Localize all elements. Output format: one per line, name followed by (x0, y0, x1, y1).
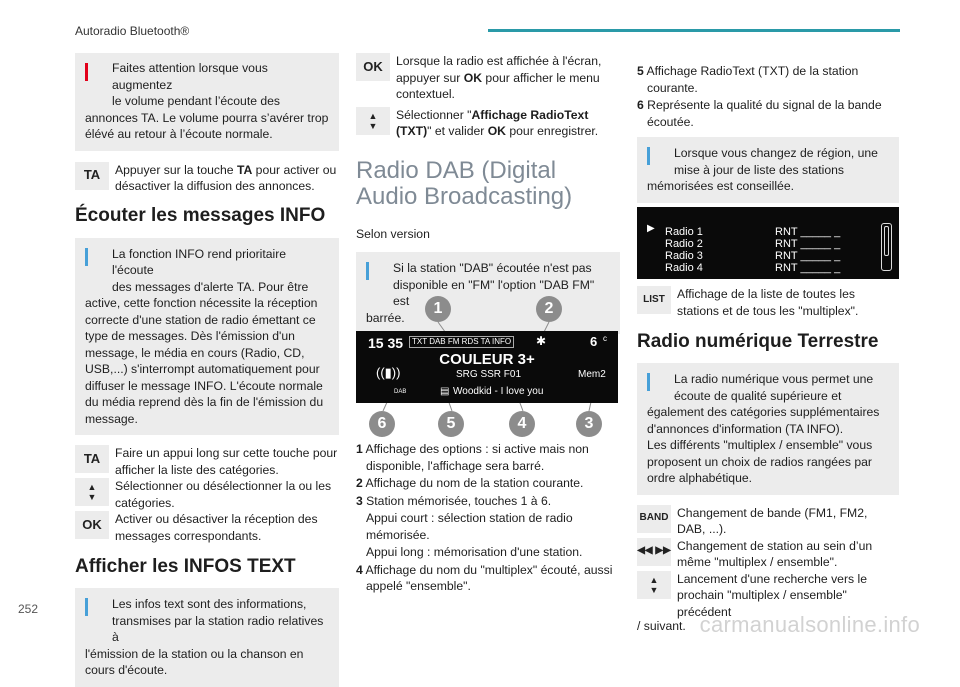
select-radiotext-text: Sélectionner " (396, 107, 472, 122)
column-right-lower (637, 286, 899, 635)
legend-item-text: Affichage des options : si active mais non disponible, l'affichage sera barré. (365, 442, 589, 473)
warning-text-line2: le volume pendant l’écoute des (112, 94, 281, 108)
rnt-rest: également des catégories supplémentaires d'annonces d'information (TA INFO). (647, 405, 880, 436)
ta-long-press-text: Faire un appui long sur cette touche pour afficher la liste des catégories. (115, 446, 338, 477)
ta-key-icon: TA (75, 445, 109, 473)
selection-pointer-icon: ▶ (647, 223, 655, 234)
selon-version-text: Selon version (356, 226, 430, 241)
legend-item (637, 97, 899, 130)
callout-6: 6 (369, 411, 395, 437)
ok-context-menu-row (356, 53, 620, 103)
warning-icon (85, 63, 88, 81)
info-text-rest: active, cette fonction nécessite la réception correcte d'une station de radio émettant ce type de messages. Dès l'émission d'un message, le média en cours (Radio, CD, USB,...) s'interrompt automatiquement pour diffuser le message INFO. L'écoute normale du média reprend dès la fin de l'émission du message. (85, 296, 324, 426)
ta-row-text: Appuyer sur la touche (115, 162, 237, 177)
rnt-info-box (637, 363, 899, 495)
rnt-rest2: Les différents "multiplex / ensemble" vous proposent un choix de radios rangées par ordre alphabétique. (647, 438, 873, 485)
station-name: Radio 3 (665, 250, 703, 262)
up-down-arrows-icon: ▲ ▼ (637, 571, 671, 599)
heading-radio-dab: Radio DAB (Digital Audio Broadcasting) (356, 156, 573, 210)
station-rnt: RNT _____ _ (775, 250, 841, 262)
select-radiotext-text-end: pour enregistrer. (505, 124, 599, 138)
region-line2: mise à jour de liste des stations (674, 162, 845, 177)
station-name: Radio 2 (665, 238, 703, 250)
legend-item (356, 544, 620, 561)
column-right (637, 137, 899, 203)
legend-item (356, 441, 620, 474)
ok-ref: OK (487, 124, 506, 138)
rnt-line1: La radio numérique vous permet une (674, 372, 874, 386)
info-icon (85, 598, 88, 616)
legend-item-text: Affichage du nom de la station courante. (365, 476, 584, 490)
list-key-text: Affichage de la liste de toutes les stations et de tous les "multiplex". (677, 287, 859, 318)
legend-item-number: 6 (637, 98, 644, 112)
band-key-row (637, 505, 899, 538)
heading-infos-text: Afficher les INFOS TEXT (75, 556, 296, 577)
ok-activate-row (75, 511, 339, 544)
seek-key-row (637, 538, 899, 571)
ta-row-text-end: pour activer ou désactiver la diffusion des annonces. (115, 162, 337, 193)
column-middle (356, 53, 620, 334)
band-key-text: Changement de bande (FM1, FM2, DAB, ...). (677, 505, 868, 536)
bluetooth-icon: ✱ (536, 334, 547, 348)
legend-item (356, 475, 620, 492)
scrollbar-thumb[interactable] (884, 226, 889, 256)
station-list-display (637, 207, 899, 279)
station-rnt: RNT _____ _ (775, 226, 841, 238)
callout-4: 4 (509, 411, 535, 437)
running-header-title: Autoradio Bluetooth® (75, 24, 190, 38)
display-radiotext: Woodkid - I love you (453, 386, 544, 397)
heading-radio-numerique: Radio numérique Terrestre (637, 331, 879, 352)
rnt-line2: écoute de qualité supérieure et (674, 388, 842, 403)
ta-key-row (75, 162, 339, 195)
warning-text-line1: Faites attention lorsque vous augmentez (112, 61, 268, 92)
display-mem: Mem2 (578, 369, 606, 380)
info-icon (85, 248, 88, 266)
ok-context-text: Lorsque la radio est affichée à l'écran, appuyer sur (396, 54, 602, 85)
callout-5: 5 (438, 411, 464, 437)
callout-1: 1 (425, 296, 451, 322)
display-options: TXT DAB FM RDS TA INFO (409, 336, 514, 348)
station-rnt: RNT _____ _ (775, 262, 841, 274)
display-preset: 6 (590, 334, 598, 349)
select-radiotext-text-mid: " et valider (427, 124, 488, 138)
legend-list-middle (356, 441, 620, 596)
station-rnt: RNT _____ _ (775, 238, 841, 250)
list-key-icon: LIST (637, 286, 671, 314)
legend-item-number: 4 (356, 562, 363, 577)
infos-text-line2: transmises par la station radio relatives à (112, 613, 324, 644)
ta-key-icon: TA (75, 162, 109, 190)
station-name: Radio 1 (665, 226, 703, 238)
legend-item-number: 5 (637, 64, 644, 78)
scrollbar[interactable] (881, 223, 892, 271)
warning-box (75, 53, 339, 151)
list-key-row (637, 286, 899, 319)
up-down-arrows-icon: ▲ ▼ (356, 107, 390, 135)
up-down-arrows-icon: ▲ ▼ (75, 478, 109, 506)
legend-item (356, 562, 620, 595)
info-text-line2: des messages d'alerte TA. Pour être (112, 279, 309, 294)
info-icon (647, 147, 650, 165)
region-rest: mémorisées est conseillée. (647, 179, 794, 193)
radiotext-option: Affichage RadioText (TXT) (396, 107, 589, 138)
search-key-text-end: / suivant. (637, 619, 686, 633)
dab-antenna-icon: ((▮)) (376, 365, 401, 380)
callout-3: 3 (576, 411, 602, 437)
legend-item-number: 1 (356, 442, 363, 456)
legend-item-number: 2 (356, 476, 363, 490)
warning-text-rest: annonces TA. Le volume pourra s’avérer trop élévé au retour à l’écoute normale. (85, 110, 329, 141)
legend-item-text: Station mémorisée, touches 1 à 6. (366, 493, 552, 508)
band-key-icon: BAND (637, 505, 671, 533)
display-time: 15 35 (368, 335, 404, 351)
dab-radio-display (356, 331, 618, 403)
ok-key-icon: OK (356, 53, 390, 81)
region-line1: Lorsque vous changez de région, une (674, 146, 878, 160)
info-box (75, 238, 339, 436)
info-text-line1: La fonction INFO rend prioritaire l'écoute (112, 246, 287, 277)
signal-quality: c (603, 334, 607, 343)
legend-item (356, 510, 620, 543)
ok-activate-text: Activer ou désactiver la réception des messages correspondants. (115, 512, 318, 543)
text-icon: ▤ (440, 386, 450, 397)
watermark: carmanualsonline.info (699, 612, 920, 637)
seek-key-text: Changement de station au sein d’un même "multiplex / ensemble". (677, 538, 873, 569)
station-row[interactable] (665, 262, 845, 274)
legend-item-text: Appui court : sélection station de radio mémorisée. (366, 511, 573, 542)
legend-item-text: Affichage du nom du "multiplex" écouté, aussi appelé "ensemble". (365, 562, 613, 593)
info-icon (366, 262, 369, 280)
display-multiplex: COULEUR 3+ (439, 351, 535, 368)
ta-long-press-row (75, 445, 339, 478)
select-category-text: Sélectionner ou désélectionner la ou les catégories. (115, 479, 332, 510)
legend-item-number: 3 (356, 493, 363, 508)
callout-2: 2 (536, 296, 562, 322)
legend-item-text: Appui long : mémorisation d'une station. (366, 545, 583, 559)
station-row[interactable] (665, 226, 845, 238)
header-accent-bar (488, 29, 900, 32)
select-radiotext-row (356, 107, 620, 140)
search-key-text: Lancement d'une recherche vers le prochain "multiplex / ensemble" précédent (677, 571, 867, 619)
station-row[interactable] (665, 250, 845, 262)
ok-context-key-ref: OK (463, 70, 483, 85)
station-rows (665, 226, 845, 274)
display-station: SRG SSR F01 (456, 369, 522, 380)
legend-item-text: Représente la qualité du signal de la bande écoutée. (647, 98, 882, 129)
station-name: Radio 4 (665, 262, 703, 274)
seek-arrows-icon: ◀◀ ▶▶ (637, 538, 671, 566)
ta-row-key-ref: TA (236, 162, 253, 177)
infos-text-box (75, 588, 339, 687)
infos-text-rest: l'émission de la station ou la chanson en cours d'écoute. (85, 646, 304, 677)
ok-key-icon: OK (75, 511, 109, 539)
legend-item (356, 493, 620, 510)
dab-info-line2: disponible en "FM" l'option "DAB FM" est (393, 277, 595, 308)
dab-label: DAB (394, 389, 407, 395)
ok-context-text-end: pour afficher le menu contextuel. (396, 70, 600, 101)
region-info-box (637, 137, 899, 203)
info-icon (647, 373, 650, 391)
heading-info-messages: Écouter les messages INFO (75, 204, 326, 226)
legend-list-right (637, 63, 899, 131)
select-category-row (75, 478, 339, 511)
page-number: 252 (18, 602, 39, 616)
legend-item (637, 63, 899, 96)
column-left (75, 53, 339, 687)
dab-info-line1: Si la station "DAB" écoutée n'est pas (393, 261, 592, 275)
dab-info-rest: barrée. (366, 310, 405, 325)
station-row[interactable] (665, 238, 845, 250)
infos-text-line1: Les infos text sont des informations, (112, 597, 307, 611)
legend-item-text: Affichage RadioText (TXT) de la station courante. (646, 64, 859, 95)
